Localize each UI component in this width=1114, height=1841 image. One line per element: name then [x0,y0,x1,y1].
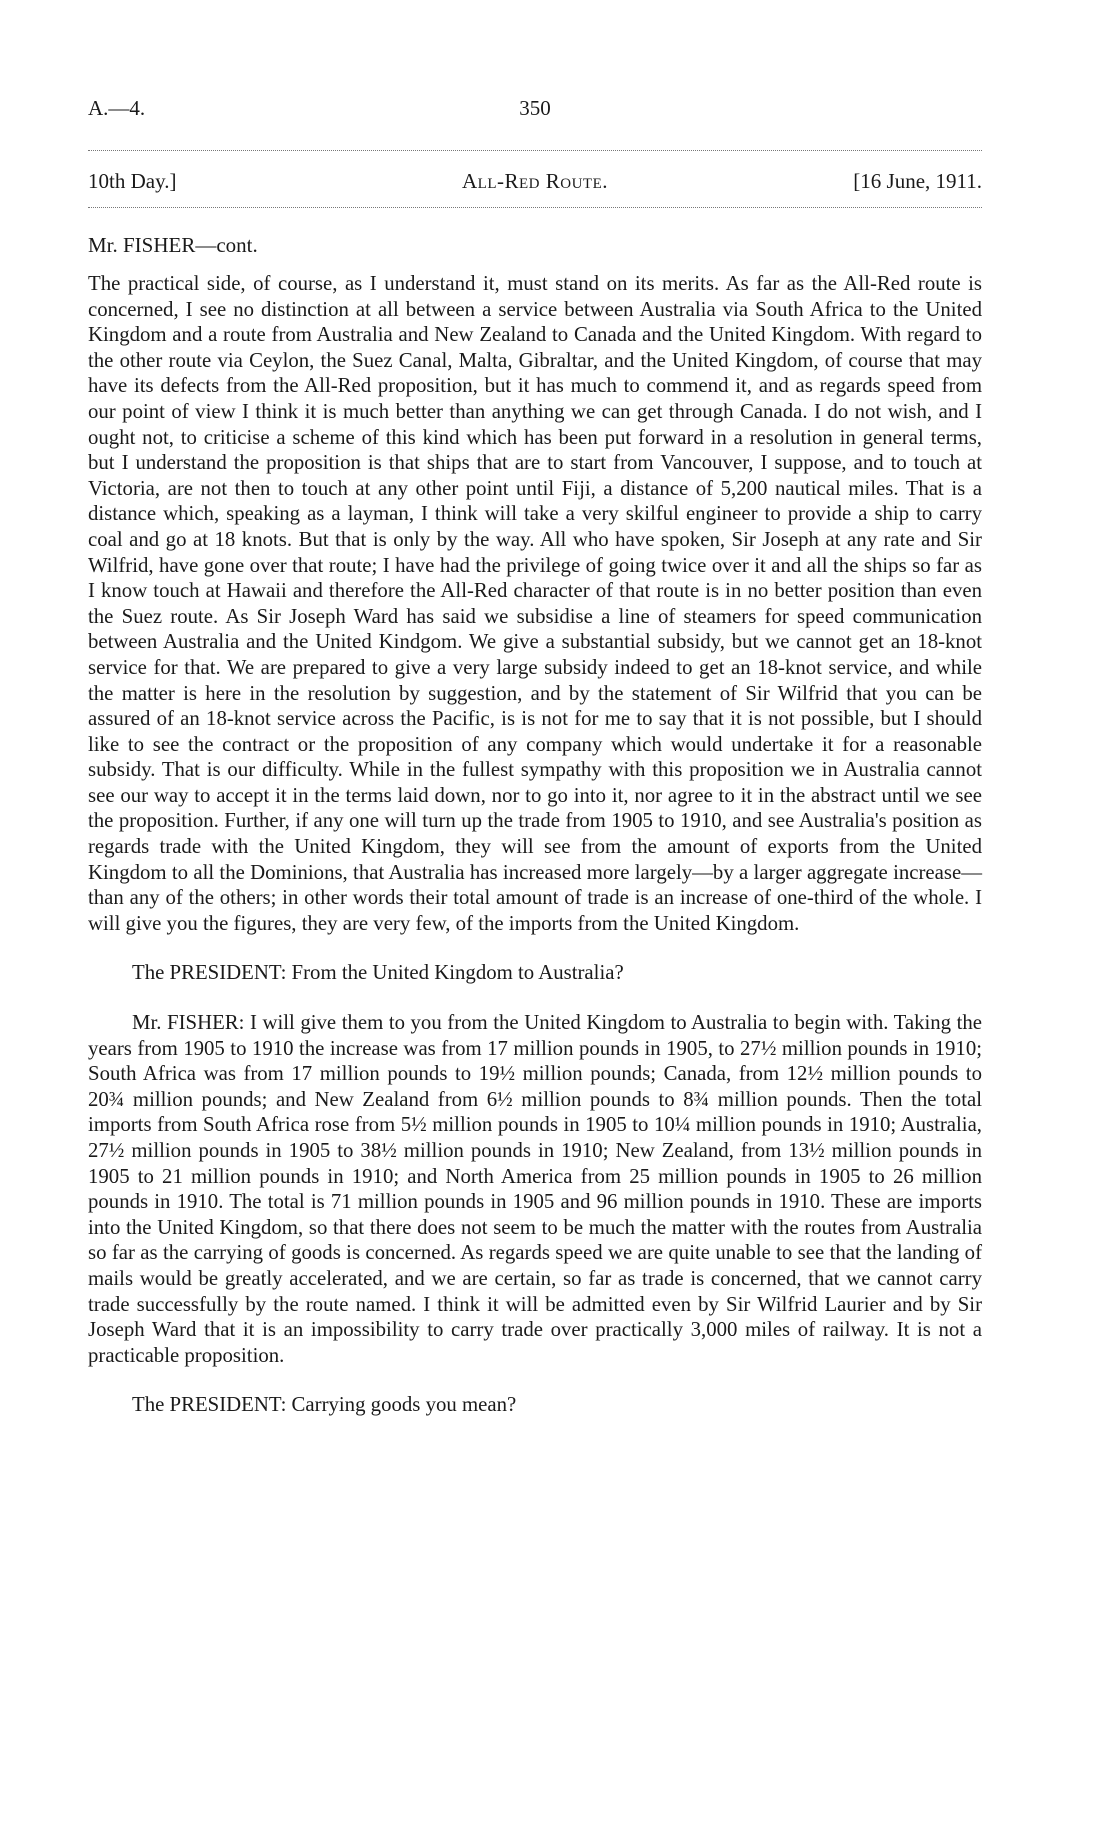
running-head [88,169,982,197]
section-title: All-Red Route. [462,169,608,193]
document-reference: A.—4. [88,96,146,120]
day-label: 10th Day.] [88,169,177,193]
paragraph-fisher-1: The practical side, of course, as I understand it, must stand on its merits. As far as the All-Red route is concerned, I see no distinction at all between a service between Australia via South Africa to the United Kingdom and a route from Australia and New Zealand to Canada and the United Kingdom. With regard to the other route via Ceylon, the Suez Canal, Malta, Gibraltar, and the United Kingdom, of course that may have its defects from the All-Red proposition, but it has much to commend it, and as regards speed from our point of view I think it is much better than anything we can get through Canada. I do not wish, and I ought not, to criticise a scheme of this kind which has been put forward in a resolution in general terms, but I understand the proposition is that ships that are to start from Vancouver, I suppose, and to touch at Victoria, are not then to touch at any other point until Fiji, a distance of 5,200 nautical miles. That is a distance which, speaking as a layman, I think will take a very skilful engineer to provide a ship to carry coal and go at 18 knots. But that is only by the way. All who have spoken, Sir Joseph at any rate and Sir Wilfrid, have gone over that route; I have had the privilege of going twice over it and all the ships so far as I know touch at Hawaii and therefore the All-Red character of that route is in no better position than even the Suez route. As Sir Joseph Ward has said we subsidise a line of steamers for speed communication between Australia and the United Kindgom. We give a substantial subsidy, but we cannot get an 18-knot service for that. We are prepared to give a very large subsidy indeed to get an 18-knot service, and while the matter is here in the resolution by suggestion, and by the statement of Sir Wilfrid that you can be assured of an 18-knot service across the Pacific, is is not for me to say that it is not possible, but I should like to see the contract or the proposition of any company which would undertake it for a reasonable subsidy. That is our difficulty. While in the fullest sympathy with this proposition we in Australia cannot see our way to accept it in the terms laid down, nor to go into it, nor agree to it in the abstract until we see the proposition. Further, if any one will turn up the trade from 1905 to 1910, and see Australia's position as regards trade with the United Kingdom, they will see from the amount of exports from the United Kingdom to all the Dominions, that Australia has increased more largely—by a larger aggregate increase—than any of the others; in other words their total amount of trade is an increase of one-third of the whole. I will give you the figures, they are very few, of the imports from the United Kingdom. [88,272,982,935]
body-text [88,271,982,1418]
page-number: 350 [519,96,551,120]
date-label: [16 June, 1911. [853,169,982,193]
top-line [88,96,982,120]
paragraph-fisher-2: Mr. FISHER: I will give them to you from the United Kingdom to Australia to begin with. Taking the years from 1905 to 1910 the increase was from 17 million pounds in 1905, to 27½ million pounds in 1910; South Africa was from 17 million pounds to 19½ million pounds; Canada, from 12½ million pounds to 20¾ million pounds; and New Zealand from 6½ million pounds to 8¾ million pounds. Then the total imports from South Africa rose from 5½ million pounds in 1905 to 10¼ million pounds in 1910; Australia, 27½ million pounds in 1905 to 38½ million pounds in 1910; New Zealand, from 13½ million pounds in 1905 to 21 million pounds in 1910; and North America from 25 million pounds in 1905 to 26 million pounds in 1910. The total is 71 million pounds in 1905 and 96 million pounds in 1910. These are imports into the United Kingdom, so that there does not seem to be much the matter with the routes from Australia so far as the carrying of goods is concerned. As regards speed we are quite unable to see that the landing of mails would be greatly accelerated, and we are certain, so far as trade is concerned, that we cannot carry trade successfully by the route named. I think it will be admitted even by Sir Wilfrid Laurier and by Sir Joseph Ward that it is an impossibility to carry trade over practically 3,000 miles of railway. It is not a practicable proposition. [88,1011,982,1367]
paragraph-president-1: The PRESIDENT: From the United Kingdom to Australia? [132,961,624,985]
paragraph-president-2: The PRESIDENT: Carrying goods you mean? [132,1393,517,1417]
speaker-continued: Mr. FISHER—cont. [88,233,258,257]
header-rule-top [88,150,982,151]
header-rule-bottom [88,207,982,208]
